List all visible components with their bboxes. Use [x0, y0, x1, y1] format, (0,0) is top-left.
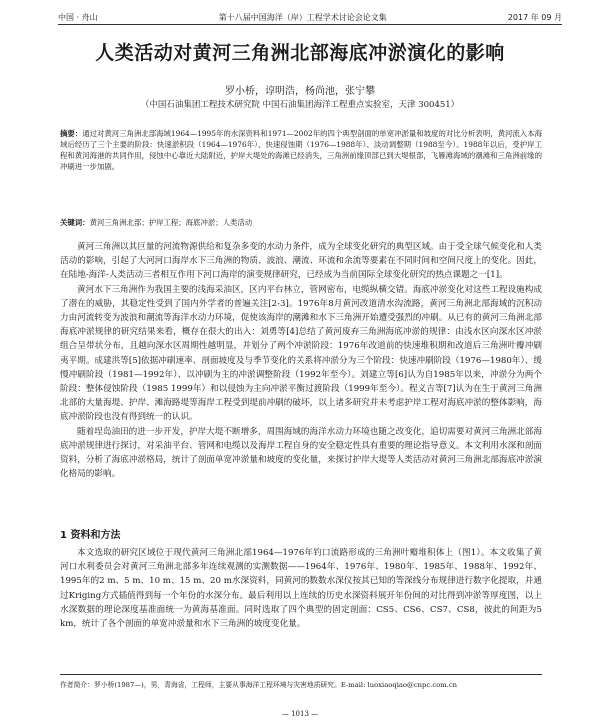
intro-paragraph: 黄河三角洲以其巨量的河流物源供给和复杂多变的水动力条件，成为全球变化研究的典型区域。由于受全球气候变化和人类活动的影响，引起了大河河口海岸水下三角洲的物质、波浪、潮流、环流和余流等要素在不同时间和空间尺度上的变化。因此，在陆地-海洋-人类活动三者相互作用下河口海岸的演变规律研究，已经成为当前国际全球变化研究的热点课题之一[1]。	[60, 242, 542, 281]
keywords-label: 关键词：	[60, 218, 90, 227]
abstract	[60, 128, 542, 172]
running-header	[58, 10, 562, 24]
page-number: — 1013 —	[281, 710, 319, 718]
paper-title: 人类活动对黄河三角洲北部海底冲淤演化的影响	[95, 42, 505, 64]
affiliation: （中国石油集团工程技术研究院 中国石油集团海洋工程重点实验室，天津 300451）	[140, 100, 460, 110]
intro-paragraph: 黄河水下三角洲作为我国主要的浅海采油区，区内平台林立，管网密布，电缆纵横交错。海底冲淤变化对这些工程设施构成了潜在的威胁，其稳定性受到了国内外学者的普遍关注[2-3]。1976年8月黄河改道清水沟流路，黄河三角洲北部海域的沉积动力由河流转变为波浪和潮流等海洋水动力环境，促使该海岸的潮滩和水下三角洲开始遭受强烈的冲刷。从已有的黄河三角洲北部海底冲淤规律的研究结果来看，概存在很大的出入：刘勇等[4]总结了黄河废弃三角洲海底冲淤的规律：由浅水区向深水区冲淤组合呈带状分布，且越向深水区周期性越明显，并划分了两个冲淤阶段：1976年改道前的快速堆积期和改道后三角洲叶瓣冲刷夷平期。成建洪等[5]依据冲刷速率、剖面坡度及与季节变化的关系将冲淤分为三个阶段：快速冲刷阶段（1976—1980年）、缓慢冲刷阶段（1981—1992年）、以冲刷为主的冲淤调整阶段（1992年至今）。刘建立等[6]认为自1985年以来，冲淤分为两个阶段：整体侵蚀阶段（1985 1999年）和以侵蚀为主向冲淤平衡过渡阶段（1999年至今）。程义吉等[7]认为在生于黄河三角洲北部的大量海堤、护岸、滩海路堤等海岸工程受到堤前冲刷的破坏，以上诸多研究并未考虑护岸工程对海底冲淤的整体影响，海底冲淤阶段也没有得到统一的认识。	[60, 284, 542, 423]
intro-paragraph: 随着埕岛油田的进一步开发，护岸大堤不断增多，周围海域的海洋水动力环境也随之改变化，追切需要对黄河三角洲北部海底冲淤规律进行探讨，对采油平台、管网和电缆以及海岸工程自身的安全稳定性具有重要的理论指导意义。本文利用水深和剖面资料，分析了海底冲淤格局，统计了剖面单宽冲淤量和坡度的变化量，来探讨护岸大堤等人类活动对黄河三角洲北部海底冲淤演化格局的影响。	[60, 426, 542, 480]
abstract-label: 摘要：	[60, 129, 83, 138]
section-paragraph: 本文选取的研究区域位于现代黄河三角洲北部1964—1976年钓口流路形成的三角洲叶瓣堆积体上（图1）。本文收集了黄河口水利委员会对黄河三角洲北部多年连续观测的实测数据——1964年、1976年、1980年、1985年、1988年、1992年、1995年的2 m、5 m、10 m、15 m、20 m水深资料，同黄河的数数水深仪按其已知的等深线分布规律进行数字化提取，并通过Kriging方式插值得到每一个年份的水深分布。最后利用以上连续的历史水深资料展开年份间的对比得到冲淤等厚度图，以上水深数据的理论深度基准面统一为黄海基准面。同时选取了四个典型的固定剖面：CS5、CS6、CS7、CS8，彼此的间距为5 km，统计了各个剖面的单宽冲淤量和水下三角洲的坡度变化量。	[60, 548, 542, 630]
introduction	[60, 240, 542, 481]
author-list: 罗小桥，谆明浩，杨尚池，张宁攀	[225, 86, 375, 97]
header-rule	[58, 24, 562, 25]
author-footnote: 作者简介：罗小桥(1987—)，男，青海省，工程师，主要从事海洋工程环境与灾害地质研究。E-mail: luoxiaoqiao@cnpc.com.cn	[60, 681, 458, 689]
footnote-rule	[60, 674, 542, 675]
keywords-text: 黄河三角洲北部；护岸工程；海底冲淤；人类活动	[89, 218, 253, 227]
abstract-text: 通过对黄河三角洲北部海域1964—1995年的水深资料和1971—2002年的四个典型剖面的单宽冲淤量和坡度的对比分析表明，黄河流入本海域后经历了三个主要的阶段：快速淤积段（1964—1976年）、快速侵蚀期（1976—1988年）、淡动调整期（1988至今）。1988年以后，受护岸工程和黄河海港的共同作用，侵蚀中心靠近大陆附近，护岸大堤处的海滩已经消失，三角洲前缘顶部已到大堤根部，飞雁滩海域的潮滩和三角洲前缘的冲刷进一步加剧。	[60, 129, 542, 171]
section-1-body	[60, 546, 542, 631]
header-center: 第十八届中国海洋（岸）工程学术讨论会论文集	[218, 12, 387, 22]
section-heading: 1 资料和方法	[60, 530, 121, 541]
header-right: 2017 年 09 月	[507, 12, 562, 22]
header-left: 中国 · 舟山	[58, 12, 98, 22]
keywords	[60, 217, 542, 228]
